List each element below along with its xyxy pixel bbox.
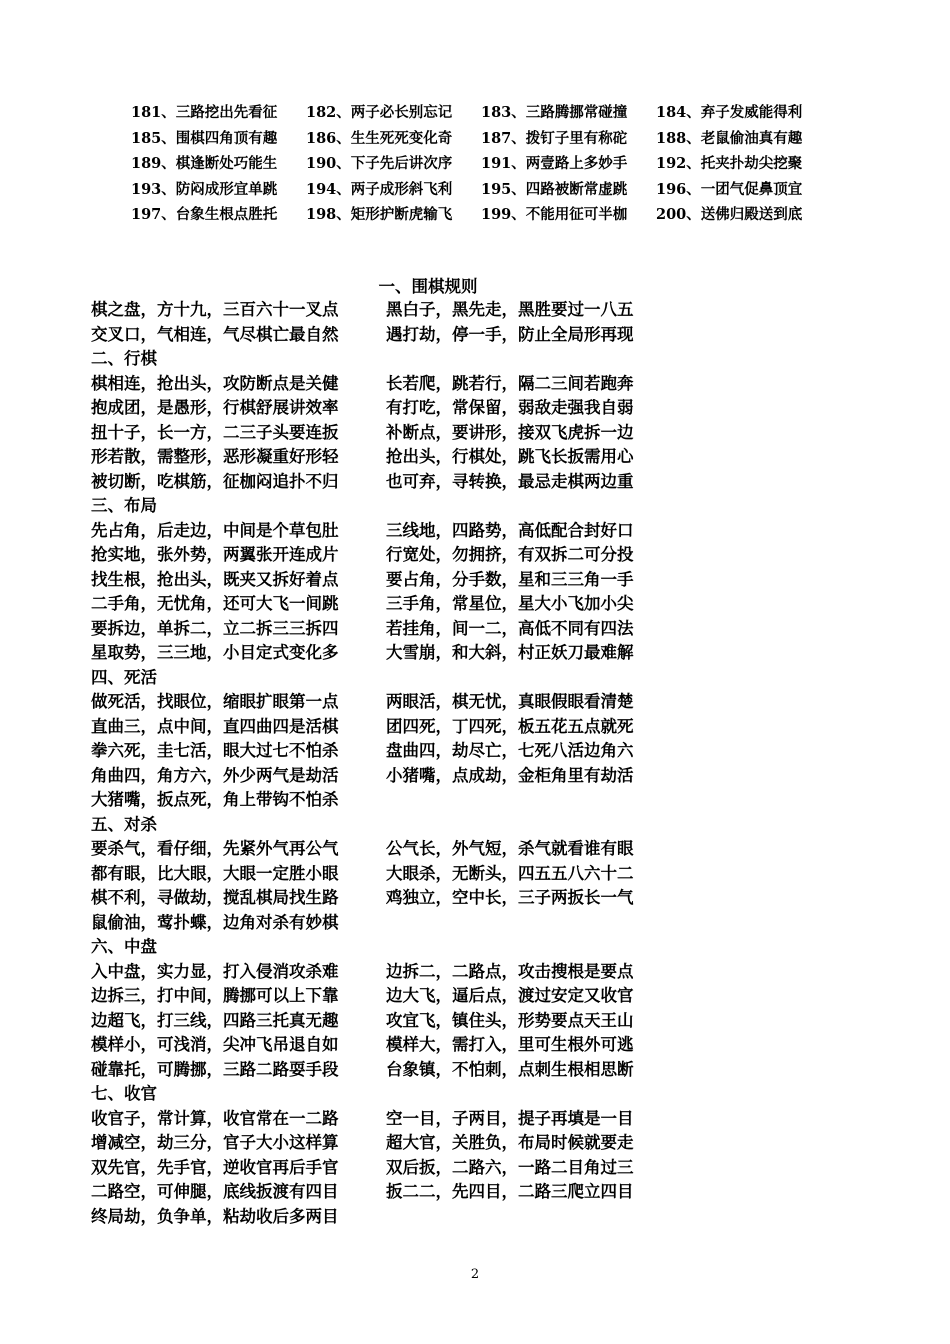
verse-line: [91, 1009, 711, 1034]
verse-second-half: 鸡独立，空中长，三子两扳长一气: [386, 888, 634, 907]
tips-row: [131, 151, 831, 177]
verse-line: [91, 494, 711, 519]
verse-first-half: 先占角，后走边，中间是个草包肚: [91, 520, 339, 540]
tips-row: [131, 126, 831, 152]
tip-item: 190、下子先后讲次序: [306, 155, 453, 172]
verse-second-half: 有打吃，常保留，弱敌走强我自弱: [386, 398, 634, 417]
tip-item: 193、防闷成形宜单跳: [131, 180, 278, 198]
verse-line: [91, 1180, 711, 1205]
verse-first-half: 七、收官: [91, 1084, 157, 1103]
tip-item: 182、两子必长别忘记: [306, 104, 453, 121]
verse-first-half: 三、布局: [91, 496, 157, 515]
verse-second-half: 长若爬，跳若行，隔二三间若跑奔: [386, 373, 634, 393]
verse-line: [91, 568, 711, 593]
verse-line: [91, 617, 711, 642]
verse-second-half: 盘曲四，劫尽亡，七死八活边角六: [386, 741, 634, 760]
verse-first-half: 棋不利，寻做劫，搅乱棋局找生路: [91, 888, 339, 907]
tip-item: 183、三路腾挪常碰撞: [481, 104, 628, 121]
tip-item: 191、两壹路上多妙手: [481, 155, 628, 172]
verse-line: [91, 421, 711, 446]
verse-second-half: 三手角，常星位，星大小飞加小尖: [386, 594, 634, 613]
verse-line: [91, 347, 711, 372]
verse-second-half: 边大飞，逼后点，渡过安定又收官: [386, 986, 634, 1005]
tip-item: 186、生生死死变化奇: [306, 129, 453, 147]
tips-row: [131, 202, 831, 228]
verse-first-half: 星取势，三三地，小目定式变化多: [91, 643, 339, 662]
verse-second-half: 攻宜飞，镇住头，形势要点天王山: [386, 1010, 634, 1030]
verse-line: [91, 396, 711, 421]
tip-item: 192、托夹扑劫尖挖聚: [656, 155, 803, 172]
verse-first-half: 要杀气，看仔细，先紧外气再公气: [91, 839, 339, 858]
tip-item: 197、台象生根点胜托: [131, 206, 278, 223]
verse-line: [91, 1033, 711, 1058]
verse-line: [91, 764, 711, 789]
verse-line: [91, 715, 711, 740]
rules-lines: [91, 298, 711, 1229]
verse-first-half: 大猪嘴，扳点死，角上带钩不怕杀: [91, 790, 339, 809]
verse-line: [91, 323, 711, 348]
verse-first-half: 二、行棋: [91, 349, 157, 368]
verse-second-half: 黑白子，黑先走，黑胜要过一八五: [386, 300, 634, 319]
verse-line: [91, 543, 711, 568]
verse-second-half: 大眼杀，无断头，四五五八六十二: [386, 863, 634, 883]
verse-line: [91, 445, 711, 470]
verse-second-half: 公气长，外气短，杀气就看谁有眼: [386, 839, 634, 858]
verse-line: [91, 592, 711, 617]
verse-second-half: 团四死，丁四死，板五花五点就死: [386, 716, 634, 736]
verse-first-half: 棋之盘，方十九，三百六十一叉点: [91, 300, 339, 319]
verse-line: [91, 862, 711, 887]
verse-first-half: 抱成团，是愚形，行棋舒展讲效率: [91, 398, 339, 417]
tip-item: 185、围棋四角顶有趣: [131, 129, 278, 147]
verse-line: [91, 984, 711, 1009]
verse-first-half: 收官子，常计算，收官常在一二路: [91, 1108, 339, 1128]
verse-second-half: 要占角，分手数，星和三三角一手: [386, 569, 634, 589]
verse-second-half: 双后扳，二路六，一路二目角过三: [386, 1157, 634, 1177]
verse-line: [91, 911, 711, 936]
tip-item: 196、一团气促鼻顶宜: [656, 180, 803, 198]
verse-first-half: 边超飞，打三线，四路三托真无趣: [91, 1010, 339, 1030]
tips-grid: [131, 100, 831, 228]
verse-second-half: 行宽处，勿拥挤，有双拆二可分投: [386, 545, 634, 564]
verse-first-half: 角曲四，角方六，外少两气是劫活: [91, 765, 339, 785]
verse-second-half: 抢出头，行棋处，跳飞长扳需用心: [386, 447, 634, 466]
section-title: 一、围棋规则: [378, 277, 478, 296]
verse-line: [91, 886, 711, 911]
verse-first-half: 扭十子，长一方，二三子头要连扳: [91, 422, 339, 442]
verse-line: [91, 1107, 711, 1132]
verse-first-half: 增减空，劫三分，官子大小这样算: [91, 1133, 339, 1152]
verse-second-half: 模样大，需打入，里可生根外可逃: [386, 1035, 634, 1054]
verse-line: [91, 788, 711, 813]
tip-item: 181、三路挖出先看征: [131, 104, 278, 121]
verse-first-half: 双先官，先手官，逆收官再后手官: [91, 1157, 339, 1177]
verse-first-half: 形若散，需整形，恶形凝重好形轻: [91, 447, 339, 466]
tips-row: [131, 100, 831, 126]
verse-first-half: 碰靠托，可腾挪，三路二路耍手段: [91, 1059, 339, 1079]
verse-line: [91, 1131, 711, 1156]
verse-second-half: 台象镇，不怕刺，点刺生根相思断: [386, 1059, 634, 1079]
verse-second-half: 若挂角，间一二，高低不同有四法: [386, 618, 634, 638]
verse-second-half: 也可弃，寻转换，最忌走棋两边重: [386, 471, 634, 491]
verse-first-half: 二路空，可伸腿，底线扳渡有四目: [91, 1182, 339, 1201]
verse-first-half: 六、中盘: [91, 937, 157, 956]
verse-line: [91, 298, 711, 323]
verse-second-half: 超大官，关胜负，布局时候就要走: [386, 1133, 634, 1152]
tip-item: 184、弃子发威能得利: [656, 104, 803, 121]
tip-item: 199、不能用征可半枷: [481, 206, 628, 223]
verse-line: [91, 641, 711, 666]
verse-first-half: 终局劫，负争单，粘劫收后多两目: [91, 1206, 339, 1226]
verse-line: [91, 935, 711, 960]
verse-line: [91, 739, 711, 764]
verse-first-half: 要拆边，单拆二，立二拆三三拆四: [91, 618, 339, 638]
verse-second-half: 扳二二，先四目，二路三爬立四目: [386, 1182, 634, 1201]
verse-line: [91, 470, 711, 495]
verse-line: [91, 690, 711, 715]
verse-first-half: 被切断，吃棋筋，征枷闷追扑不归: [91, 471, 339, 491]
verse-line: [91, 837, 711, 862]
tips-row: [131, 177, 831, 203]
verse-first-half: 都有眼，比大眼，大眼一定胜小眼: [91, 863, 339, 883]
verse-first-half: 拳六死，圭七活，眼大过七不怕杀: [91, 741, 339, 760]
verse-line: [91, 813, 711, 838]
verse-second-half: 补断点，要讲形，接双飞虎拆一边: [386, 422, 634, 442]
tip-item: 198、矩形护断虎输飞: [306, 206, 453, 223]
verse-line: [91, 1058, 711, 1083]
verse-first-half: 交叉口，气相连，气尽棋亡最自然: [91, 324, 339, 344]
verse-line: [91, 519, 711, 544]
tip-item: 194、两子成形斜飞利: [306, 180, 453, 198]
tip-item: 188、老鼠偷油真有趣: [656, 129, 803, 147]
verse-first-half: 直曲三，点中间，直四曲四是活棋: [91, 716, 339, 736]
verse-first-half: 抢实地，张外势，两翼张开连成片: [91, 545, 339, 564]
verse-first-half: 模样小，可浅消，尖冲飞吊退自如: [91, 1035, 339, 1054]
verse-second-half: 空一目，子两目，提子再填是一目: [386, 1108, 634, 1128]
verse-line: [91, 960, 711, 985]
tip-item: 200、送佛归殿送到底: [656, 206, 803, 223]
verse-first-half: 二手角，无忧角，还可大飞一间跳: [91, 594, 339, 613]
verse-second-half: 小猪嘴，点成劫，金柜角里有劫活: [386, 765, 634, 785]
verse-second-half: 三线地，四路势，高低配合封好口: [386, 520, 634, 540]
verse-first-half: 边拆三，打中间，腾挪可以上下靠: [91, 986, 339, 1005]
verse-first-half: 五、对杀: [91, 814, 157, 834]
tip-item: 187、拨钉子里有称砣: [481, 129, 628, 147]
verse-first-half: 棋相连，抢出头，攻防断点是关健: [91, 373, 339, 393]
page-number: 2: [470, 1267, 480, 1282]
tip-item: 189、棋逢断处巧能生: [131, 155, 278, 172]
verse-first-half: 做死活，找眼位，缩眼扩眼第一点: [91, 692, 339, 711]
rules-text: [91, 275, 711, 1229]
verse-line: [91, 1156, 711, 1181]
verse-second-half: 边拆二，二路点，攻击搜根是要点: [386, 961, 634, 981]
verse-line: [91, 372, 711, 397]
tip-item: 195、四路被断常虚跳: [481, 180, 628, 198]
verse-first-half: 入中盘，实力显，打入侵消攻杀难: [91, 961, 339, 981]
verse-second-half: 大雪崩，和大斜，村正妖刀最难解: [386, 643, 634, 662]
verse-line: [91, 666, 711, 691]
verse-first-half: 四、死活: [91, 667, 157, 687]
verse-line: [91, 1205, 711, 1230]
verse-second-half: 两眼活，棋无忧，真眼假眼看清楚: [386, 692, 634, 711]
verse-second-half: 遇打劫，停一手，防止全局形再现: [386, 324, 634, 344]
verse-line: [91, 1082, 711, 1107]
verse-first-half: 找生根，抢出头，既夹又拆好着点: [91, 569, 339, 589]
verse-first-half: 鼠偷油，莺扑蝶，边角对杀有妙棋: [91, 912, 339, 932]
